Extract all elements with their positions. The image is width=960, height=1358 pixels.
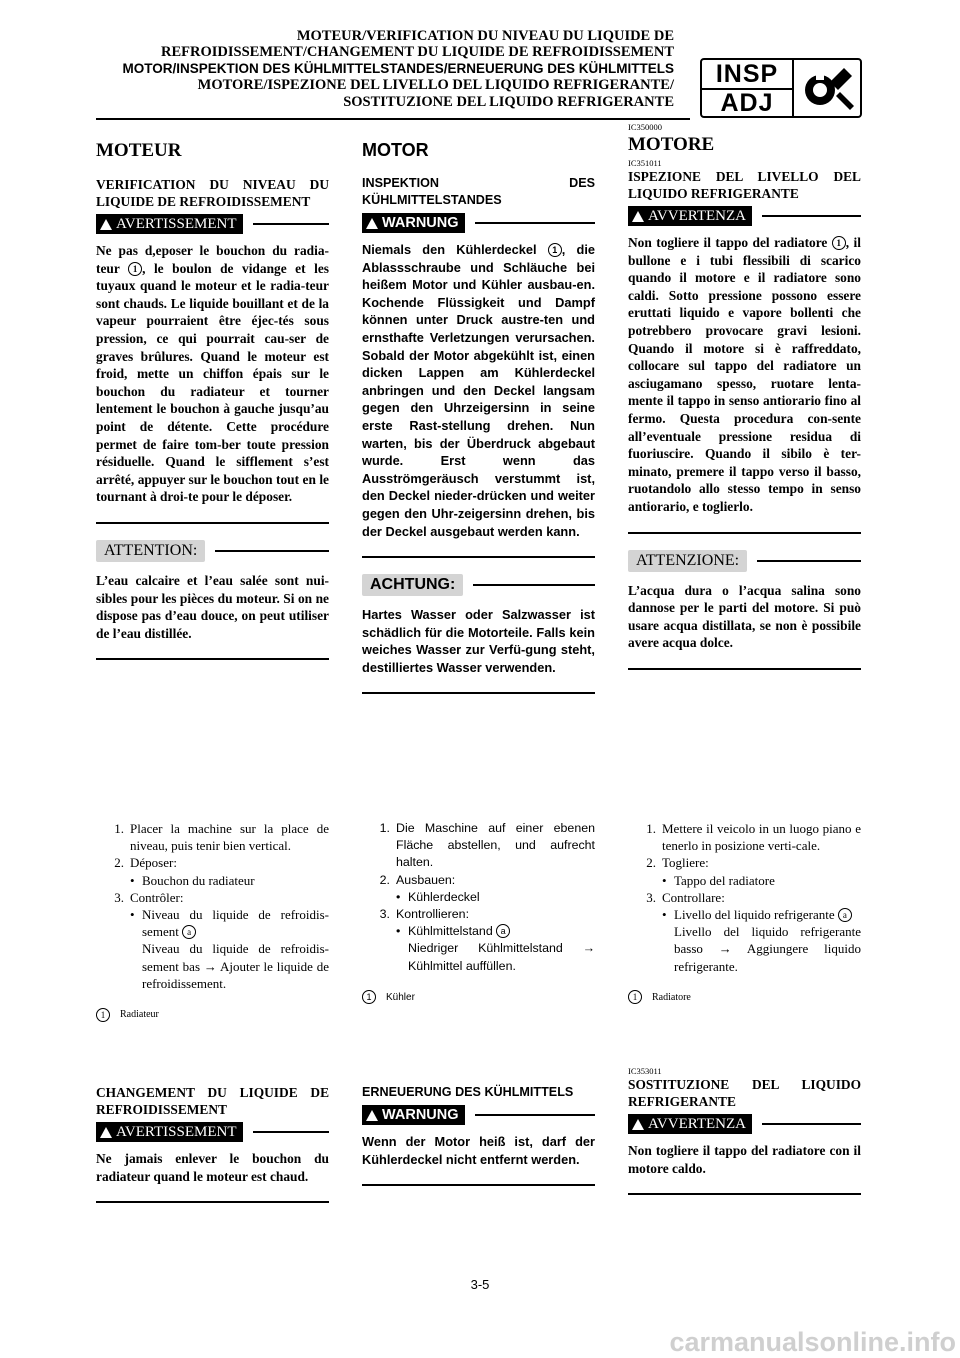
step-number: 2. <box>379 872 390 887</box>
item-text: Kühlmittelstand <box>408 924 493 939</box>
de-change-title: ERNEUERUNG DES KÜHLMITTELS <box>362 1085 574 1099</box>
de-warning-bar <box>362 213 595 233</box>
fr-step-2 <box>96 854 329 871</box>
fr-note <box>96 1006 329 1023</box>
de-step-1 <box>362 820 595 872</box>
callout-1: 1 <box>628 990 642 1004</box>
de-step-2 <box>362 872 595 889</box>
step-number: 3. <box>379 907 390 922</box>
de-steps <box>362 820 595 1006</box>
callout-1: 1 <box>362 990 376 1004</box>
fr-warning-label-text: AVERTISSEMENT <box>116 216 237 232</box>
warning-triangle-icon <box>100 1127 112 1138</box>
item-text: Bouchon du radiateur <box>142 872 255 888</box>
de-attention-line <box>473 584 595 586</box>
fr-change-warning-bar <box>96 1122 329 1142</box>
it-step-1 <box>628 820 861 854</box>
it-subtitle: ISPEZIONE DEL LIVELLO DEL LIQUIDO REFRIGERANTE <box>628 169 861 201</box>
fr-warning-text <box>96 242 329 506</box>
header-line-4: MOTORE/ISPEZIONE DEL LIVELLO DEL LIQUIDO REFRIGERANTE/ <box>197 77 674 94</box>
it-attention-end-rule <box>628 668 861 670</box>
it-change-warning-line <box>762 1123 861 1125</box>
de-warning-text-b: , die Ablassschraube und Schläuche bei heißem Motor und Kühler ausbau-en. Kochende Flüssigkeit und Dampf können unter Druck austre-ten und ernsthafte Verletzungen verursachen. Sobald der Motor abgekühlt ist, einen dicken Lappen am Kühlerdeckel anbringen und den Deckel langsam gegen den Uhrzeigersinn in seine erste Rast-stellung drehen. Nun warten, bis der Überdruck abgebaut wurde. Erst wenn das Ausströmgeräusch verstummt ist, den Deckel nieder-drücken und weiter gegen den Uhr-zeigersinn drehen, bis der Deckel ausgebaut werden kann. <box>362 242 595 539</box>
it-attention-text: L’acqua dura o l’acqua salina sono dannose per le parti del motore. Si può usare acqua distillata, se non è possibile avere acqua dolce. <box>628 582 861 651</box>
header-rule <box>96 118 690 120</box>
it-change-end-rule <box>628 1193 861 1195</box>
de-step-3-detail: Niedriger Kühlmittelstand → Kühlmittel auffüllen. <box>408 941 595 973</box>
it-attention-label: ATTENZIONE: <box>628 550 747 572</box>
it-change-title: SOSTITUZIONE DEL LIQUIDO REFRIGERANTE <box>628 1077 861 1109</box>
it-code-1: IC350000 <box>628 122 662 132</box>
de-change-warning-bar <box>362 1105 595 1125</box>
fr-attention-text: L’eau calcaire et l’eau salée sont nui-sibles pour les pièces du moteur. Si on ne dispose pas d’eau douce, on peut utiliser de l’eau distillée. <box>96 572 329 641</box>
item-text: Niveau du liquide de refroidis-sement <box>142 907 329 940</box>
bullet: • <box>396 924 401 939</box>
callout-a: a <box>838 908 852 922</box>
fr-warning-label <box>96 214 243 234</box>
fr-change-warning-label <box>96 1122 243 1142</box>
step-text: Togliere: <box>662 855 709 871</box>
it-warning-end-rule <box>628 532 861 534</box>
it-step-2 <box>628 854 861 871</box>
fr-attention-label: ATTENTION: <box>96 540 205 562</box>
fr-warning-text-a: Ne pas d,eposer le bouchon du radia-teur <box>96 243 329 276</box>
step-number: 1. <box>379 821 390 835</box>
page-header <box>122 28 674 110</box>
it-warning-text-a: Non togliere il tappo del radiatore <box>628 235 832 250</box>
it-change-warning-label <box>628 1114 752 1134</box>
fr-change-section <box>96 1084 329 1203</box>
it-step-3-item <box>628 906 861 923</box>
note-text: Kühler <box>386 991 415 1003</box>
fr-subtitle: VERIFICATION DU NIVEAU DU LIQUIDE DE REFROIDISSEMENT <box>96 177 329 209</box>
it-attention-line <box>757 560 861 562</box>
fr-warning-end-rule <box>96 522 329 524</box>
warning-triangle-icon <box>632 1119 644 1130</box>
header-line-1: MOTEUR/VERIFICATION DU NIVEAU DU LIQUIDE DE <box>296 28 674 44</box>
header-line-5: SOSTITUZIONE DEL LIQUIDO REFRIGERANTE <box>343 93 674 110</box>
de-change-section <box>362 1084 595 1186</box>
de-step-3 <box>362 906 595 923</box>
fr-warning-bar <box>96 214 329 234</box>
fr-warning-text-b: , le boulon de vidange et les tuyaux quand le moteur et le radia-teur sont chauds. Le liquide bouillant et de la vapeur pourraient être éjec-tés sous pression, ce qui pourrait cau-ser de graves brûlures. Quand le moteur est froid, mette un chiffon épais sur le bouchon du radiateur et tourner lentement le bouchon à gauche jusqu’au point de détente. Cette procédure permet de faire tom-ber toute pression résiduelle. Quand le sifflement s’est arrêté, appuyer sur le bouchon tout en le tournant à droi-te pour le déposer. <box>96 260 329 505</box>
de-attention-end-rule <box>362 692 595 694</box>
bullet: • <box>662 907 667 923</box>
it-code-3: IC353011 <box>628 1066 662 1076</box>
de-change-warning-text: Wenn der Motor heiß ist, darf der Kühlerdeckel nicht entfernt werden. <box>362 1134 595 1167</box>
column-italian <box>628 124 861 670</box>
bullet: • <box>130 872 135 888</box>
de-step-2-item <box>362 889 595 906</box>
fr-steps <box>96 820 329 1023</box>
it-warning-text <box>628 234 861 516</box>
de-attention-text: Hartes Wasser oder Salzwasser ist schädlich für die Motorteile. Falls kein weiches Wasser zur Verfü-gung steht, destilliertes Wasser verwenden. <box>362 607 595 675</box>
it-warning-line <box>762 215 861 217</box>
de-change-warning-line <box>475 1114 595 1116</box>
fr-change-warning-line <box>253 1131 330 1133</box>
item-text: Livello del liquido refrigerante <box>674 907 835 923</box>
de-title: MOTOR <box>362 140 429 160</box>
de-warning-label <box>362 213 465 233</box>
note-text: Radiateur <box>120 1009 159 1021</box>
callout-a: a <box>496 924 510 938</box>
it-warning-text-b: , il bullone e i tubi flessibili di scarico quando il motore e il radiatore sono caldi. Sotto pressione possono essere eruttati liquido e vapore bollenti che potrebbero provocare gravi lesioni. Quando il motore si è raffreddato, collocare sul tappo del radiatore un asciugamano spesso, ruotare lenta-mente il tappo in senso antiorario fino al fermo. Questa procedura con-sente all’eventuale pressione residua di fuoriuscire. Quando il sibilo è ter-minato, premere il tappo verso il basso, ruotandolo allo stesso tempo in senso antiorario, e toglierlo. <box>628 235 862 514</box>
fr-attention-line <box>215 550 329 552</box>
badge-separator <box>792 60 794 116</box>
it-warning-label <box>628 206 752 226</box>
bullet: • <box>662 872 667 888</box>
item-text: Kühlerdeckel <box>408 889 480 904</box>
callout-a: a <box>182 925 196 939</box>
fr-change-warning-text: Ne jamais enlever le bouchon du radiateur quand le moteur est chaud. <box>96 1151 329 1184</box>
de-warning-end-rule <box>362 556 595 558</box>
it-change-section <box>628 1068 861 1195</box>
step-number: 1. <box>114 821 124 836</box>
fr-step-1 <box>96 820 329 854</box>
fr-attention-bar <box>96 540 329 562</box>
fr-step-2-item <box>96 872 329 889</box>
fr-attention-end-rule <box>96 658 329 660</box>
page-number: 3-5 <box>470 1277 490 1292</box>
column-french <box>96 124 329 660</box>
it-warning-bar <box>628 206 861 226</box>
callout-1: 1 <box>548 243 562 257</box>
it-change-warning-bar <box>628 1114 861 1134</box>
wrench-icon <box>800 66 856 112</box>
column-german <box>362 124 595 694</box>
step-text: Kontrollieren: <box>396 907 470 922</box>
bullet: • <box>130 907 135 923</box>
step-number: 2. <box>646 855 656 871</box>
spacer <box>96 122 329 132</box>
de-warning-text <box>362 241 595 540</box>
de-warning-text-a: Niemals den Kühlerdeckel <box>362 242 548 257</box>
spacer <box>362 122 595 132</box>
warning-triangle-icon <box>366 1110 378 1121</box>
de-attention-bar <box>362 574 595 596</box>
step-number: 3. <box>646 889 656 905</box>
it-step-3 <box>628 889 861 906</box>
insp-adj-badge <box>700 58 862 118</box>
it-title: MOTORE <box>628 134 715 155</box>
badge-adj: ADJ <box>720 89 774 117</box>
fr-step-3-detail: Niveau du liquide de refroidis-sement bas → Ajouter le liquide de refroidissement. <box>142 941 329 991</box>
step-number: 2. <box>114 855 124 871</box>
warning-triangle-icon <box>100 219 112 230</box>
callout-1: 1 <box>832 236 846 250</box>
step-number: 1. <box>646 821 656 836</box>
it-change-warning-text: Non togliere il tappo del radiatore con il motore caldo. <box>628 1143 861 1176</box>
it-code-2: IC351011 <box>628 158 662 168</box>
step-text: Ausbauen: <box>396 872 456 887</box>
note-text: Radiatore <box>652 991 691 1003</box>
step-text: Contrôler: <box>130 889 184 905</box>
watermark: carmanualsonline.info <box>669 1327 956 1357</box>
header-line-2: REFROIDISSEMENT/CHANGEMENT DU LIQUIDE DE REFROIDISSEMENT <box>161 44 674 61</box>
de-change-end-rule <box>362 1184 595 1186</box>
it-attention-bar <box>628 550 861 572</box>
de-subtitle: INSPEKTION DES KÜHLMITTELSTANDES <box>362 176 595 207</box>
de-warning-label-text: WARNUNG <box>382 215 459 231</box>
step-text: Controllare: <box>662 889 725 905</box>
de-note <box>362 989 595 1006</box>
de-change-warning-label <box>362 1105 465 1125</box>
fr-title: MOTEUR <box>96 140 182 161</box>
header-line-3: MOTOR/INSPEKTION DES KÜHLMITTELSTANDES/ERNEUERUNG DES KÜHLMITTELS <box>122 60 674 76</box>
fr-step-3-item <box>96 906 329 940</box>
fr-change-end-rule <box>96 1201 329 1203</box>
step-text: Déposer: <box>130 855 177 871</box>
it-step-3-detail: Livello del liquido refrigerante basso → Aggiungere liquido refrigerante. <box>674 924 861 974</box>
step-text: Die Maschine auf einer ebenen Fläche abstellen, und aufrecht halten. <box>396 821 595 870</box>
de-step-3-item <box>362 923 595 940</box>
it-step-2-item <box>628 872 861 889</box>
warning-triangle-icon <box>366 218 378 229</box>
fr-change-warning-label-text: AVERTISSEMENT <box>116 1124 237 1140</box>
step-text: Mettere il veicolo in un luogo piano e tenerlo in posizione verti-cale. <box>662 821 861 854</box>
badge-insp: INSP <box>702 60 792 90</box>
de-attention-label: ACHTUNG: <box>362 574 463 596</box>
step-number: 3. <box>114 889 124 905</box>
it-warning-label-text: AVVERTENZA <box>648 208 746 224</box>
warning-triangle-icon <box>632 211 644 222</box>
callout-1: 1 <box>128 262 142 276</box>
it-note <box>628 989 861 1006</box>
it-change-warning-label-text: AVVERTENZA <box>648 1116 746 1132</box>
item-text: Tappo del radiatore <box>674 872 775 888</box>
fr-warning-line <box>253 223 330 225</box>
step-text: Placer la machine sur la place de niveau, puis tenir bien vertical. <box>130 821 329 854</box>
de-warning-line <box>475 222 595 224</box>
fr-step-3 <box>96 889 329 906</box>
callout-1: 1 <box>96 1008 110 1022</box>
it-steps <box>628 820 861 1006</box>
bullet: • <box>396 889 401 904</box>
de-change-warning-label-text: WARNUNG <box>382 1107 459 1123</box>
fr-change-title: CHANGEMENT DU LIQUIDE DE REFROIDISSEMENT <box>96 1085 329 1117</box>
